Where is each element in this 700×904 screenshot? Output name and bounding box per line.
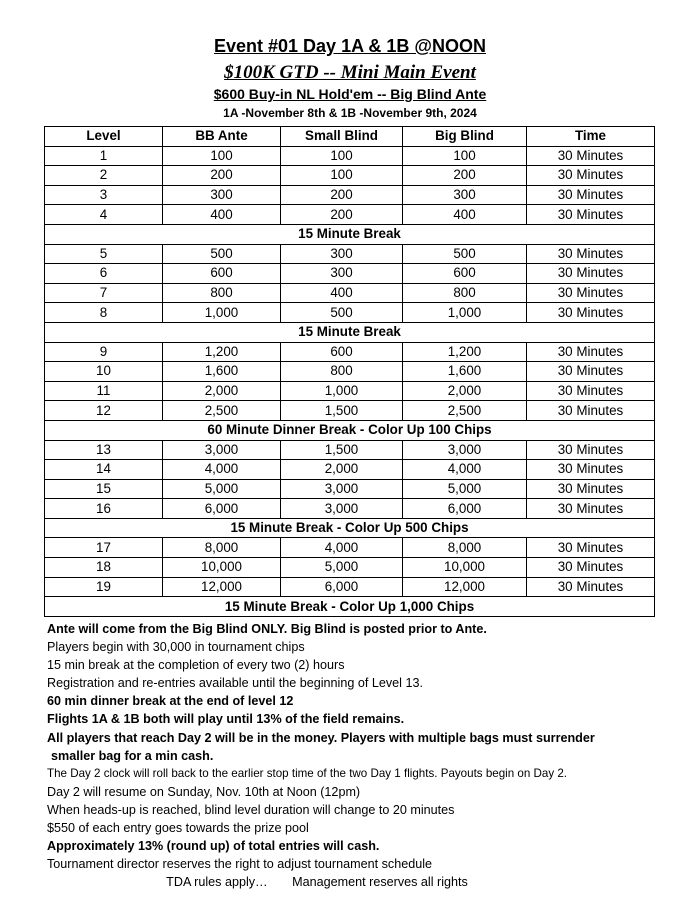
level-cell: 3 — [45, 185, 163, 205]
bb-ante-cell: 5,000 — [163, 479, 281, 499]
time-cell: 30 Minutes — [527, 538, 655, 558]
big-blind-cell: 1,200 — [403, 342, 527, 362]
bb-ante-cell: 6,000 — [163, 499, 281, 519]
small-blind-cell: 4,000 — [281, 538, 403, 558]
table-row — [45, 401, 655, 421]
table-row — [45, 185, 655, 205]
break-label: 15 Minute Break — [45, 322, 655, 342]
note-line: All players that reach Day 2 will be in the money. Players with multiple bags must surrender — [47, 730, 595, 745]
time-cell: 30 Minutes — [527, 205, 655, 225]
big-blind-cell: 400 — [403, 205, 527, 225]
big-blind-cell: 3,000 — [403, 440, 527, 460]
small-blind-cell: 400 — [281, 283, 403, 303]
small-blind-cell: 300 — [281, 244, 403, 264]
col-big-blind: Big Blind — [403, 127, 527, 147]
level-cell: 10 — [45, 362, 163, 382]
time-cell: 30 Minutes — [527, 342, 655, 362]
level-cell: 7 — [45, 283, 163, 303]
small-blind-cell: 200 — [281, 185, 403, 205]
big-blind-cell: 100 — [403, 146, 527, 166]
table-row — [45, 381, 655, 401]
big-blind-cell: 500 — [403, 244, 527, 264]
table-row — [45, 303, 655, 323]
big-blind-cell: 1,000 — [403, 303, 527, 323]
table-row — [45, 244, 655, 264]
break-row — [45, 322, 655, 342]
table-body — [45, 146, 655, 616]
time-cell: 30 Minutes — [527, 244, 655, 264]
table-row — [45, 283, 655, 303]
level-cell: 2 — [45, 166, 163, 186]
bb-ante-cell: 4,000 — [163, 460, 281, 480]
time-cell: 30 Minutes — [527, 283, 655, 303]
bb-ante-cell: 300 — [163, 185, 281, 205]
col-time: Time — [527, 127, 655, 147]
level-cell: 19 — [45, 577, 163, 597]
big-blind-cell: 4,000 — [403, 460, 527, 480]
bb-ante-cell: 800 — [163, 283, 281, 303]
small-blind-cell: 5,000 — [281, 558, 403, 578]
level-cell: 18 — [45, 558, 163, 578]
small-blind-cell: 200 — [281, 205, 403, 225]
bb-ante-cell: 2,000 — [163, 381, 281, 401]
level-cell: 9 — [45, 342, 163, 362]
small-blind-cell: 1,000 — [281, 381, 403, 401]
time-cell: 30 Minutes — [527, 440, 655, 460]
break-label: 15 Minute Break - Color Up 500 Chips — [45, 518, 655, 538]
big-blind-cell: 1,600 — [403, 362, 527, 382]
small-blind-cell: 100 — [281, 166, 403, 186]
big-blind-cell: 800 — [403, 283, 527, 303]
time-cell: 30 Minutes — [527, 381, 655, 401]
table-row — [45, 558, 655, 578]
level-cell: 8 — [45, 303, 163, 323]
bb-ante-cell: 10,000 — [163, 558, 281, 578]
table-row — [45, 146, 655, 166]
big-blind-cell: 2,500 — [403, 401, 527, 421]
buyin-line: $600 Buy-in NL Hold'em -- Big Blind Ante — [213, 86, 487, 102]
note-line: When heads-up is reached, blind level duration will change to 20 minutes — [47, 802, 455, 817]
break-row — [45, 518, 655, 538]
small-blind-cell: 500 — [281, 303, 403, 323]
small-blind-cell: 6,000 — [281, 577, 403, 597]
note-line: 15 min break at the completion of every two (2) hours — [47, 658, 345, 673]
footer-line: TDA rules apply… Management reserves all rights — [166, 875, 468, 890]
break-label: 15 Minute Break - Color Up 1,000 Chips — [45, 597, 655, 617]
bb-ante-cell: 12,000 — [163, 577, 281, 597]
bb-ante-cell: 600 — [163, 264, 281, 284]
bb-ante-cell: 500 — [163, 244, 281, 264]
big-blind-cell: 600 — [403, 264, 527, 284]
level-cell: 4 — [45, 205, 163, 225]
time-cell: 30 Minutes — [527, 577, 655, 597]
note-line: The Day 2 clock will roll back to the earlier stop time of the two Day 1 flights. Payouts begin on Day 2. — [47, 766, 568, 780]
table-row — [45, 460, 655, 480]
big-blind-cell: 10,000 — [403, 558, 527, 578]
level-cell: 6 — [45, 264, 163, 284]
time-cell: 30 Minutes — [527, 558, 655, 578]
small-blind-cell: 2,000 — [281, 460, 403, 480]
note-line: 60 min dinner break at the end of level 12 — [47, 694, 294, 709]
level-cell: 15 — [45, 479, 163, 499]
bb-ante-cell: 100 — [163, 146, 281, 166]
note-line: Day 2 will resume on Sunday, Nov. 10th at Noon (12pm) — [47, 784, 361, 799]
small-blind-cell: 100 — [281, 146, 403, 166]
big-blind-cell: 5,000 — [403, 479, 527, 499]
col-small-blind: Small Blind — [281, 127, 403, 147]
table-header-row — [45, 127, 655, 147]
note-line: $550 of each entry goes towards the prize pool — [47, 821, 309, 836]
table-row — [45, 440, 655, 460]
table-row — [45, 538, 655, 558]
time-cell: 30 Minutes — [527, 362, 655, 382]
time-cell: 30 Minutes — [527, 146, 655, 166]
big-blind-cell: 200 — [403, 166, 527, 186]
time-cell: 30 Minutes — [527, 166, 655, 186]
time-cell: 30 Minutes — [527, 479, 655, 499]
time-cell: 30 Minutes — [527, 460, 655, 480]
level-cell: 1 — [45, 146, 163, 166]
note-line: Ante will come from the Big Blind ONLY. Big Blind is posted prior to Ante. — [47, 622, 487, 636]
table-row — [45, 499, 655, 519]
bb-ante-cell: 400 — [163, 205, 281, 225]
small-blind-cell: 3,000 — [281, 499, 403, 519]
time-cell: 30 Minutes — [527, 401, 655, 421]
break-label: 60 Minute Dinner Break - Color Up 100 Chips — [45, 420, 655, 440]
time-cell: 30 Minutes — [527, 499, 655, 519]
small-blind-cell: 1,500 — [281, 440, 403, 460]
col-level: Level — [45, 127, 163, 147]
bb-ante-cell: 200 — [163, 166, 281, 186]
note-line: Tournament director reserves the right to adjust tournament schedule — [47, 857, 433, 872]
level-cell: 14 — [45, 460, 163, 480]
big-blind-cell: 6,000 — [403, 499, 527, 519]
bb-ante-cell: 1,000 — [163, 303, 281, 323]
small-blind-cell: 800 — [281, 362, 403, 382]
level-cell: 16 — [45, 499, 163, 519]
small-blind-cell: 300 — [281, 264, 403, 284]
note-line: Approximately 13% (round up) of total entries will cash. — [47, 839, 380, 854]
flight-dates: 1A -November 8th & 1B -November 9th, 2024 — [223, 106, 477, 120]
level-cell: 5 — [45, 244, 163, 264]
bb-ante-cell: 2,500 — [163, 401, 281, 421]
event-subtitle: $100K GTD -- Mini Main Event — [224, 62, 476, 83]
note-line: Players begin with 30,000 in tournament chips — [47, 640, 305, 655]
level-cell: 11 — [45, 381, 163, 401]
level-cell: 12 — [45, 401, 163, 421]
event-title: Event #01 Day 1A & 1B @NOON — [214, 36, 486, 56]
break-row — [45, 224, 655, 244]
time-cell: 30 Minutes — [527, 185, 655, 205]
time-cell: 30 Minutes — [527, 303, 655, 323]
break-row — [45, 420, 655, 440]
note-line: Registration and re-entries available until the beginning of Level 13. — [47, 676, 423, 691]
big-blind-cell: 8,000 — [403, 538, 527, 558]
level-cell: 13 — [45, 440, 163, 460]
small-blind-cell: 600 — [281, 342, 403, 362]
bb-ante-cell: 3,000 — [163, 440, 281, 460]
big-blind-cell: 300 — [403, 185, 527, 205]
bb-ante-cell: 8,000 — [163, 538, 281, 558]
table-row — [45, 342, 655, 362]
level-cell: 17 — [45, 538, 163, 558]
bb-ante-cell: 1,600 — [163, 362, 281, 382]
table-row — [45, 205, 655, 225]
note-line: Flights 1A & 1B both will play until 13% of the field remains. — [47, 712, 405, 727]
table-row — [45, 479, 655, 499]
break-row — [45, 597, 655, 617]
break-label: 15 Minute Break — [45, 224, 655, 244]
table-row — [45, 166, 655, 186]
table-row — [45, 264, 655, 284]
time-cell: 30 Minutes — [527, 264, 655, 284]
small-blind-cell: 3,000 — [281, 479, 403, 499]
blind-structure-table — [44, 126, 655, 617]
bb-ante-cell: 1,200 — [163, 342, 281, 362]
table-row — [45, 577, 655, 597]
big-blind-cell: 2,000 — [403, 381, 527, 401]
big-blind-cell: 12,000 — [403, 577, 527, 597]
col-bb-ante: BB Ante — [163, 127, 281, 147]
note-line: smaller bag for a min cash. — [51, 748, 214, 763]
small-blind-cell: 1,500 — [281, 401, 403, 421]
tournament-notes — [47, 620, 667, 891]
table-row — [45, 362, 655, 382]
